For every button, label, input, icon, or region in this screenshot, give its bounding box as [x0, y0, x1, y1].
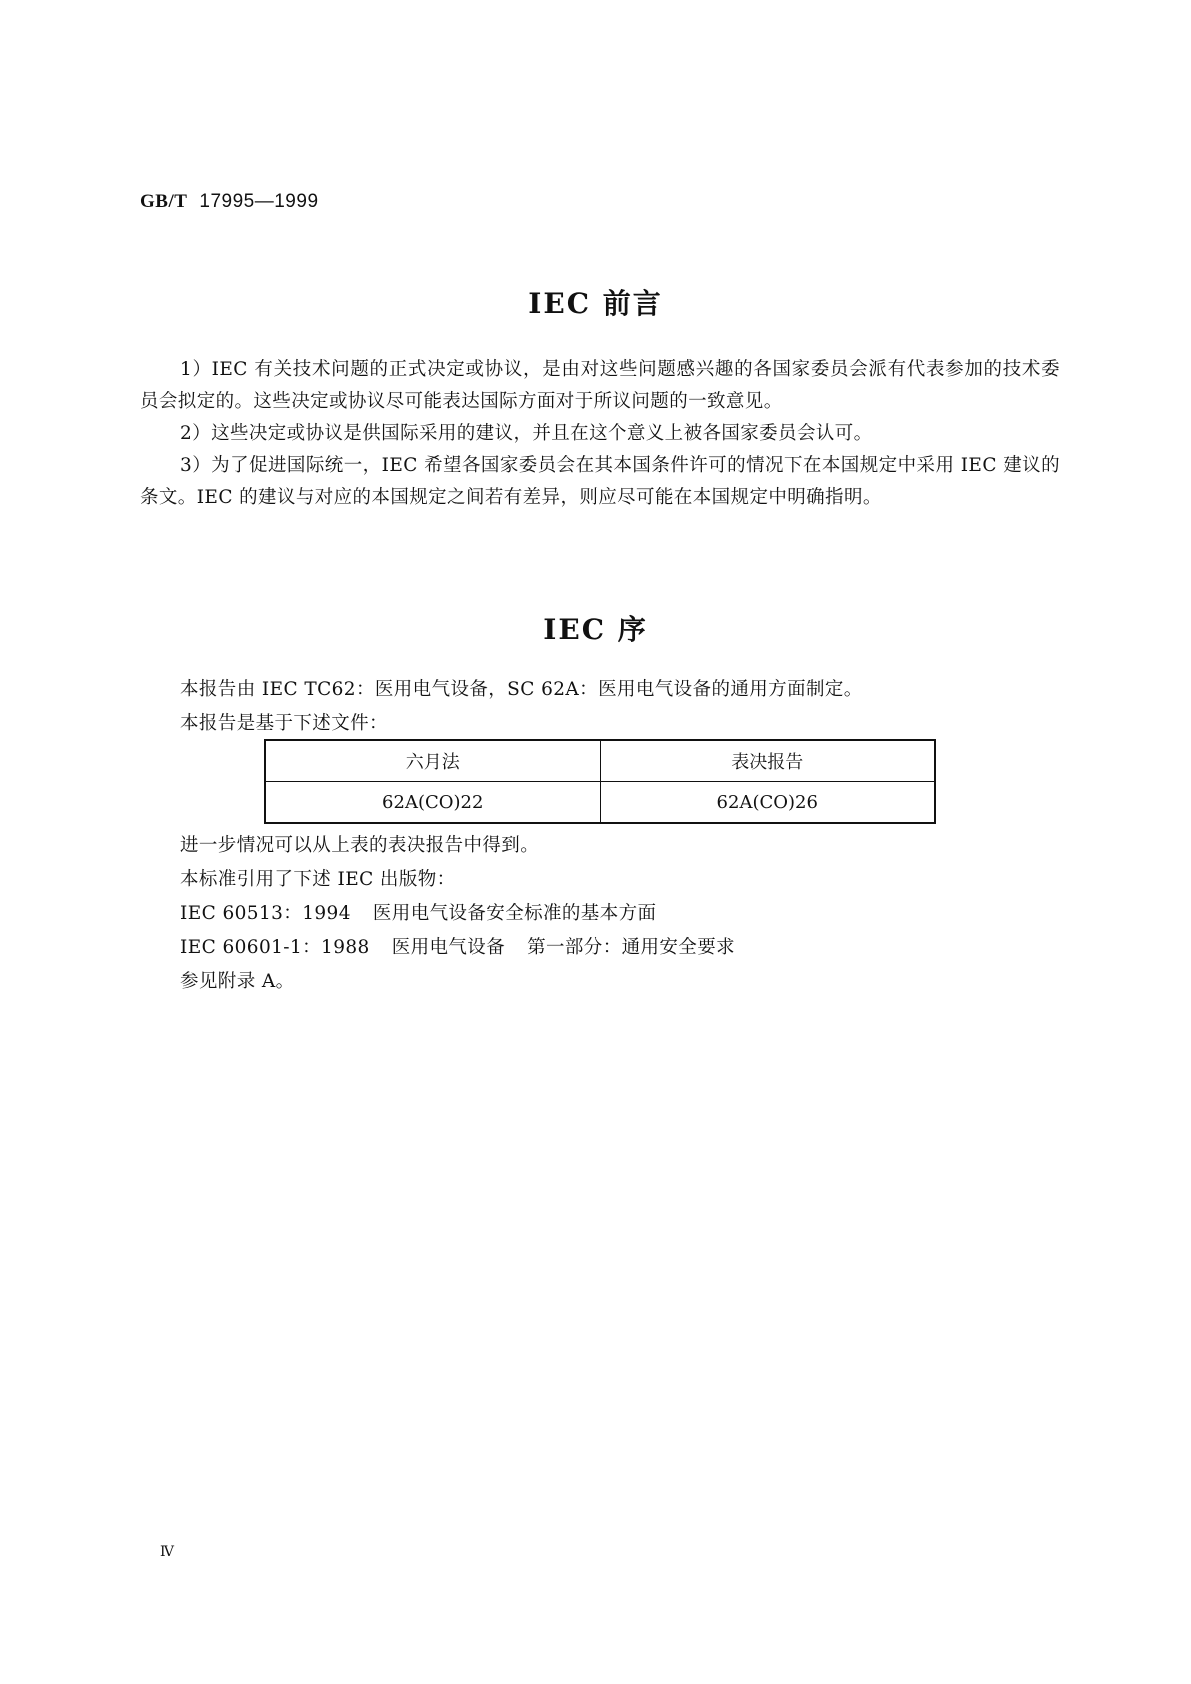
- reference-title: 医用电气设备安全标准的基本方面: [372, 903, 657, 924]
- standard-code: [140, 190, 319, 213]
- reference-title: 医用电气设备: [391, 937, 506, 958]
- preface-further-info-line: 进一步情况可以从上表的表决报告中得到。: [180, 835, 540, 856]
- foreword-paragraph-2-text: 2）这些决定或协议是供国际采用的建议，并且在这个意义上被各国家委员会认可。: [180, 423, 873, 444]
- reference-part: 第一部分：通用安全要求: [527, 937, 736, 958]
- foreword-paragraph-3-text: 3）为了促进国际统一，IEC 希望各国家委员会在其本国条件许可的情况下在本国规定中采用 IEC 建议的条文。IEC 的建议与对应的本国规定之间若有差异，则应尽可能在本国规定中明确指明。: [140, 455, 1060, 508]
- foreword-paragraph-3: [140, 450, 1060, 514]
- preface-title: IEC 序: [543, 613, 648, 646]
- voting-documents-table: [264, 739, 936, 824]
- foreword-paragraph-1: [140, 354, 1060, 418]
- reference-code: IEC 60513：1994: [180, 903, 351, 924]
- standard-code-prefix: GB/T: [140, 191, 188, 212]
- table-header-cell: 六月法: [265, 740, 600, 782]
- table-cell: 62A(CO)22: [265, 782, 600, 824]
- preface-based-on-line: 本报告是基于下述文件：: [180, 713, 388, 734]
- table-row: [265, 782, 935, 824]
- foreword-paragraph-1-text: 1）IEC 有关技术问题的正式决定或协议，是由对这些问题感兴趣的各国家委员会派有代表参加的技术委员会拟定的。这些决定或协议尽可能表达国际方面对于所议问题的一致意见。: [140, 359, 1060, 412]
- reference-item-1: [180, 899, 656, 925]
- reference-item-2: [180, 933, 735, 959]
- preface-references-intro: 本标准引用了下述 IEC 出版物：: [180, 869, 456, 890]
- standard-code-number: 17995—1999: [199, 191, 319, 212]
- annex-reference-line: 参见附录 A。: [180, 971, 295, 992]
- foreword-paragraph-2: [140, 418, 1060, 450]
- table-header-row: [265, 740, 935, 782]
- preface-committee-line: 本报告由 IEC TC62：医用电气设备，SC 62A：医用电气设备的通用方面制定。: [180, 679, 863, 700]
- reference-code: IEC 60601-1：1988: [180, 937, 370, 958]
- table-header-cell: 表决报告: [600, 740, 935, 782]
- table-cell: 62A(CO)26: [600, 782, 935, 824]
- foreword-title: IEC 前言: [528, 287, 663, 320]
- page-number: Ⅳ: [160, 1544, 174, 1560]
